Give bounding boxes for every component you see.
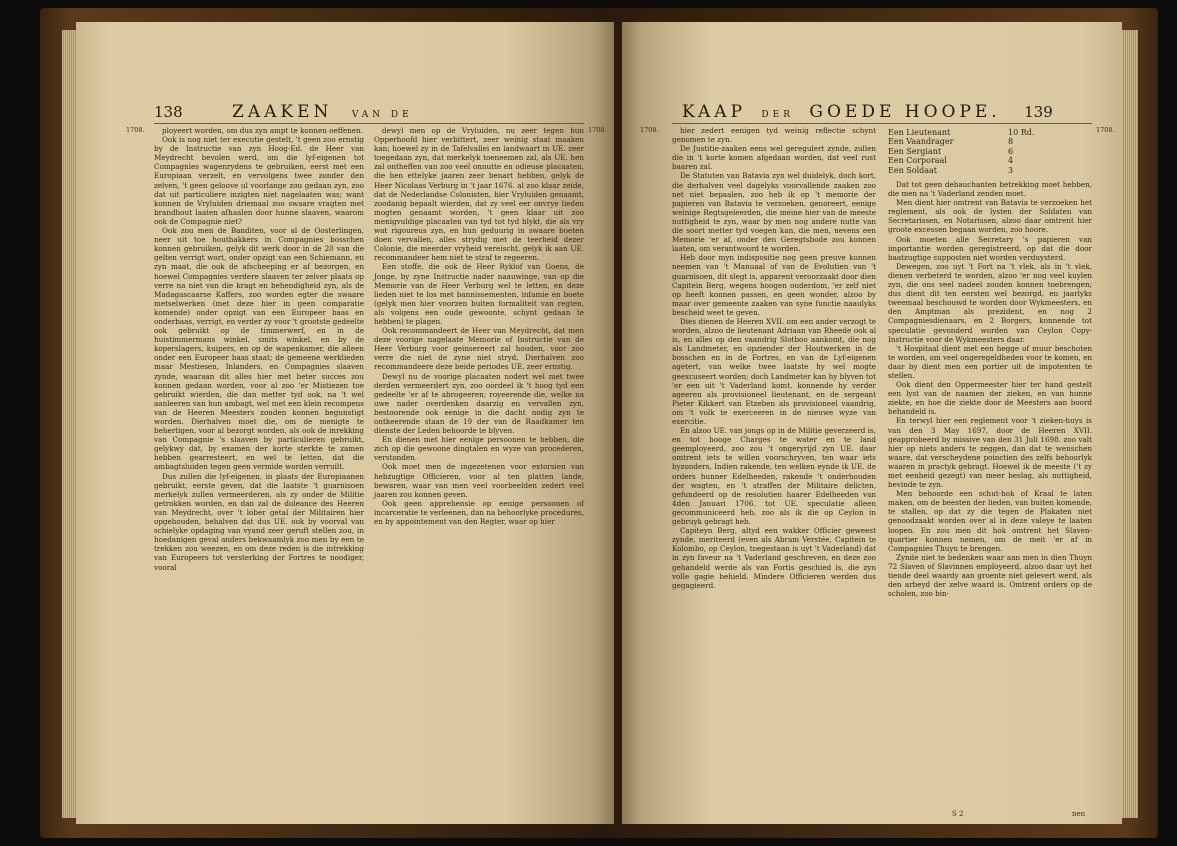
paragraph: Men behoorde een schut-hok of Kraal te laten maken, om de beesten der lieden, van buiten komende, te stallen, op dat zy die tegen de Plakaten niet genoodzaakt worden over al in deze valeye te laaten loopen. En zou men dit hok omtrent het Slaven-quartier konnen nemen, om de meit 'er af in Compagnies Thuyn te brengen. (888, 489, 1092, 553)
paragraph: 't Hospitaal dient met een hegge of muur beschoten te worden, om veel ongeregeldheden voor te komen, en daar by dient men een portier uit de impotenten te stellen. (888, 343, 1092, 380)
paragraph: Dies dienen de Heeren XVII. om een ander verzogt te worden, alzoo de lieutenant Adriaan van Rheede ook al is, en alles op den vaandrig Slotboo aankomt, die nog als Landmeter, en opziender der Houtwerken in de bosschen en in de Fortres, en van de Lyf-eigenen agetert, van welke twee laatste hy wel mogte geexcuseert worden; doch Landmeter kan hy blyven tot 'er een uit 't Vaderland komt, konnende hy verder ageeren als provisioneel lieutenant, en de sergeant Pieter Kikkert van Etzeben als provisioneel vaandrig, om 't volk te exerceeren in de nieuwe wyze van exercitie. (672, 316, 876, 426)
paragraph: En alzoo UE. van jongs op in de Militie geverzeerd is, en tot hooge Charges te water en te land geemployeerd, zoo zou 't ongeryrijd zyn UE. daar omtrent iets te willen voorschryven, ten waar iets byzonders, Indien rakende, ten welken eynde ik UE. de orders hunner Edelheeden, rakende 't onderhouden der wagten, en 't straffen der Militaire delicten, gefundeerd op de resolutien haarer Edelheeden van 4den Januari 1706. tot UE. speculatie alleen gecommuniceerd heb, zoo als ik die op Ceylon in gebruyk gebragt heb. (672, 426, 876, 527)
right-head-small: DER (761, 110, 794, 120)
paragraph: dewyl men op de Vryluiden, nu zeer tegen hun Opperhoofd hier verbittert, zeer weinig staat maaken kan; hoewel zy in de Tafelvallei en landwaart in UE. zeer toegedaan zyn, dat merkelyk toeneemen zal, als UE. hen zal ontheffen van zoo veel onnutte en odieuse placaaten, die hen ettelyke jaaren zeer benart hebben, gelyk de Heer Nicolaas Verburg in 't jaar 1676. al zoo klaar zeide, dat de Nederlandse Colonisten, hier Vryluiden genaamt, zoodanig bepaalt wierden, dat zy veel eer onvrye lieden mogten genaamt worden, 't geen klaar uit zoo menigvuldige placaaten van tyd tot tyd blykt, die als vry wat rigoureus zyn, en hun geduurig in swaare boeten doen vervallen, alles strydig met de teerheid dezer Colonie, die meerder vryheid vereischt, gelyk ik aan UE. recommandeer hem niet te straf te regeeren. (374, 126, 584, 263)
paragraph: Ook is nog niet ter executie gestelt, 't geen zoo ernstig by de Instructie van zyn Hoog-Ed. de Heer van Meydrecht bevolen werd, om die lyf-eigenen tot Compagnies wagenrydens te gebruiken, eerst met een Europiaan verzelt, en vervolgens twee zonder den zelven, 't geen geloove ul voorlange zou gedaan zyn, zoo dat uit particuliere inzigten niet nagelaaten was; want konnen de Vryluiden driemaal zoo swaare vragten met brandhout laaten afhaalen door hunne slaaven, waarom ook de Compagnie niet? (154, 135, 364, 226)
right-running-head (682, 102, 1053, 122)
paragraph: Dat tot geen debauchanten betrekking moet hebben, die men na 't Vaderland zenden moet. (888, 180, 1092, 199)
table-row: Een Lieutenant 10 Rd. (888, 128, 1035, 137)
left-column-2 (374, 126, 584, 816)
right-column-1 (672, 126, 876, 816)
paragraph: hier zedert eenigen tyd weinig reflectie schynt genomen te zyn. (672, 126, 876, 145)
right-head-title-b: GOEDE HOOPE. (809, 102, 1001, 122)
paragraph: Zynde niet te bedenken waar aan men in dien Thuyn 72 Slaven of Slavinnen employeerd, alzoo daar uyt het tiende deel waardy aan groente niet gelevert werd, als den arbeyd der zelve waard is. Omtrent orders op de scholen, zoo bin- (888, 552, 1092, 599)
right-column-2 (888, 180, 1092, 808)
paragraph: Dus zullen die lyf-eigenen, in plaats der Europiaanen gebruikt, eerste geven, dat die laatste 't guarnisoen merkelyk zullen vermeerderen, als zy onder de Militie getrokken worden, en dan zal de doleance des Heeren van Meydrecht, over 't lober getal der Militairen hier opgehouden, behalven dat dus UE. ook by voorval van schielyke opdaging van vyand zeer geruft stellen zou, in hoedanigen geval anders bekwaamlyk zoo men by een te trekken zou weezen, en om deze reden is die intrekking van Europeers tot versterking der Fortres te noodiger, vooral (154, 471, 364, 572)
right-margin-year-left: 1708. (640, 126, 659, 134)
paragraph: Ook moeten alle Secretary 's papieren van importantie worden geregistreerd, op dat die door baatzugtige supposten niet worden verduysterd. (888, 234, 1092, 262)
catchword: nen (1072, 810, 1086, 818)
right-page (622, 22, 1122, 824)
paragraph: Dewegen, zoo uyt 't Fort na 't vlek, als in 't vlek, dienen verbeterd te worden, alzoo 'er nog veel kuylen zyn, die ons veel nadeel zouden konnen toebrengen; dus dient dit ten eersten wel bezorgd, en jaarlyks tweemaal beschouwd te worden door Wykmeesters, en den Amptman als prezident, en nog 2 Compagniesdienaars, en 2 Borgers, konnende tot speculatie gevonderd worden van Ceylon Copy-Instructie voor de Wykmeesters daar. (888, 261, 1092, 344)
left-page (76, 22, 614, 824)
left-page-number: 138 (154, 103, 183, 121)
paragraph: Ook recommandeert de Heer van Meydrecht, dat men deze voorige nagelaate Memorie of Instructie van de Heer Verburg voor geinsereert zal houden, voor zoo verre die niet de zyne niet stryd. Dierhalven zoo recommandeere deze beide periodes UE. zeer ernstig. (374, 326, 584, 372)
left-column-1 (154, 126, 364, 816)
table-row: Een Vaandrager 8 (888, 137, 1014, 147)
paragraph: Men dient hier omtrent van Batavia te verzoeken het reglement, als ook de lysten der Soldaten van Secretarissen, en Notarissen, alzoo daar omtrent hier groote excessen begaan worden, zoo hoore. (888, 198, 1092, 235)
right-page-number: 139 (1024, 103, 1053, 121)
paragraph: Dewyl nu de voorige placaaten nodert wel met twee derden vermeerdert zyn, zoo oordeel ik 't hoog tyd een gedeelte 'er af te abrogeeren; royeerende die, welke na uwe nader overdenken daarzig en vervallen zyn, bestoorende ook eenige in die dacht nodig zyn te ontkeerende staan de 19 der van de Raadkamer ten dienste der Leden behoorde te blyven. (374, 371, 584, 436)
paragraph: Een stoffe, die ook de Heer Ryklof van Goens, de Jonge, by zyne Instructie nader naauwinge, van op die Memorie van de Heer Verburg wel te letten, en deze lieden niet te los met bannissementen, infamie en boete (gelyk men hier voorzen buiten formaliteit van regten, als volgens een oude gewoonte, schynt gedaan te hebben) te plagen. (374, 262, 584, 326)
paragraph: Ook moet men de ingezetenen voor extorsien van hebzugtige Officieren, voor al ten platten lande, bewaren, waar van men veel voorbeelden zedert veel jaaren zou konnen geven. (374, 462, 584, 499)
open-book (40, 8, 1158, 838)
table-row: Een Sergiant 6 (888, 146, 1014, 156)
table-row: Een Corporaal 4 (888, 156, 1014, 166)
paragraph: Heb door myn indispositie nog geen preuve konnen neemen van 't Manuaal of van de Evolutien van 't guarnisoen, dit slegt is, apparent veroorzaakt door dien Capitein Berg, wegens hoogen ouderdom, 'er zelf niet op heeft konnen passen, en geen wonder, alzoo by maar over gemeente zaaken van syne functie naaulyks bescheid weet te geven. (672, 253, 876, 317)
paragraph: En terwyl hier een reglement voor 't zieken-huys is van den 3 May 1697, door de Heeren XVII. geapprobeerd by missive van den 31 Juli 1698. zoo valt hier op niets anders te zeggen, dan dat te wenschen waare, dat verscheydene poinctien des zelfs behoorlyk waaren in practyk gebragt. Hoewel ik de meeste ('t zy met eenheid gezegt) van meer beslag, als nuttigheid, bevinde te zyn. (888, 416, 1092, 490)
paragraph: ployeert worden, om dus zyn ampt te konnen oeffenen. (162, 126, 363, 135)
table-row: Een Soldaat 3 (888, 165, 1014, 175)
gage-table (888, 128, 1038, 175)
left-col2-year: 1708. (588, 126, 607, 134)
paragraph: En dienen met hier eenige persoonen te hebben, die zich op die gewoone dingtalen en wyze van procederen, verstonden. (374, 435, 584, 463)
paragraph: De Justitie-zaaken eens wel geregulert zynde, zullen die in 't korte komen afgedaan worden, dat veel rust baaren zal. (672, 144, 876, 172)
left-head-rule (154, 123, 584, 124)
right-margin-year-right: 1708. (1096, 126, 1115, 134)
left-head-small: VAN DE (351, 110, 413, 120)
left-margin-year: 1708. (126, 126, 145, 134)
left-head-title: ZAAKEN (232, 102, 333, 122)
right-page-edges (1120, 30, 1138, 818)
paragraph: Ook zou men de Banditen, voor al de Oosterlingen, neer uit toe houthakkers in Compagnies bosschen konnen gebruiken, gelyk dit werk door in de 20 van die gelten verrigt wort, onder opzigt van een Schiemann, en zyn maat, die ook de afscheeping er af bezorgen, en hoewel Compagnies verdere slaaven ter zelver plaats op verre na niet van die kragt en behendigheid zyn, als de Madagascaarse Kaffers, zoo worden egter die swaare metselwerken (met deze hier in geen comparatie komende) onder opzigt van een Europeer baas en onderbaas, verrigt, en verder zy voor 't grootste gedeelte ook gebruikt op de timmerwerf, en in de huistimmermans winkel, smits winkel, en by de koperslagers, kuipers, en op de wapenkamer, die alleen onder een Europeer baas staat; de gemeene werklieden maar Mestiesen, Inlanders, en Compagnies slaaven zynde, waaraan dit alles hier met beter succes zou konnen gedaan worden, voor al zoo 'er Mistiezen toe gebruikt wierden, die dan metter tyd ook, na 't wel aanleeren van hun ambagt, wel met een klein recompens van de Heeren Meesters zouden konnen begunstigt worden. Dierhalven moet die, om de menigte te behertigen, voor al bezorgt worden, als ook de inrekking van Compagnie 's slaaven by particulieren gebruikt, gelykwy dat, by examen der korte sterkte te zamen hebben gearresteert, en wel te letten, dat die ambagtsluiden tegen geen vermide worden verruilt. (154, 226, 364, 472)
paragraph: Ook geen apprehensie op eenige persoonen of incarceratie te verleenen, dan na behoorlyke procedures, en by appointement van den Regter, waar op hier (374, 498, 584, 527)
paragraph: De Statuten van Batavia zyn wel duidelyk, doch kort, die derhalven veel dagelyks voorvallende zaaken zoo net niet bepaalen, zoo heb ik op 't memorie der papieren van Batavia te verzoeken, genoreert, eenige weinige Regtsgeleerden, die meine hier van de meeste nuttigheid te zyn, waar by men nog andere nutte van die soort metter tyd voegen kan, die men, nevens een Memorie 'er af, onder den Geregtsbode zou konnen laaten, om verantwoord te worden. (672, 171, 876, 254)
paragraph: Capiteyn Berg, altyd een wakker Officier geweest zynde, meriteerd (even als Abram Verstée, Capitein te Kolombo, op Ceylon, toegestaan is uyt 't Vaderland) dat in zyn faveur na 't Vaderland geschreven, en deze zoo gehandeld werde als van Fortis geschied is, die zyn volle gagie behield. Mindere Officieren werden dus gegagieerd. (672, 526, 876, 590)
signature-mark: S 2 (952, 810, 964, 818)
left-running-head (154, 102, 413, 122)
right-head-title-a: KAAP (682, 102, 747, 122)
paragraph: Ook dient den Oppermeester hier ter hand gestelt een lyst van de naamen der zieken, en van hunne ziekte, en hoe die ziekte door de Meesters aan boord behandeld is. (888, 380, 1092, 417)
right-head-rule (672, 123, 1092, 124)
